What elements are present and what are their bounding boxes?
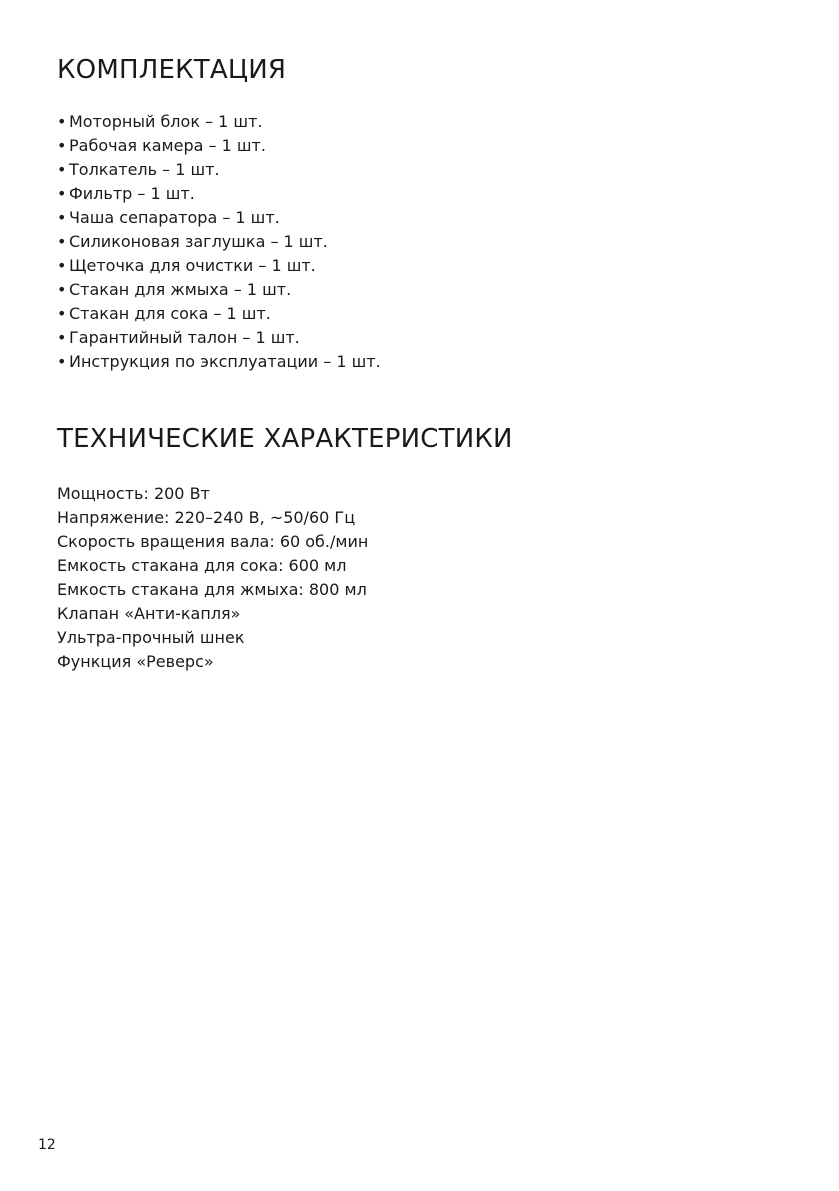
spec-line: Емкость стакана для сока: 600 мл	[57, 556, 347, 575]
bullet-icon: •	[57, 304, 67, 323]
list-item: • Щеточка для очистки – 1 шт.	[57, 254, 381, 278]
spec-line: Скорость вращения вала: 60 об./мин	[57, 532, 369, 551]
bullet-icon: •	[57, 160, 67, 179]
list-item: • Гарантийный талон – 1 шт.	[57, 326, 381, 350]
list-item: • Рабочая камера – 1 шт.	[57, 134, 381, 158]
list-item: • Силиконовая заглушка – 1 шт.	[57, 230, 381, 254]
spec-line: Емкость стакана для жмыха: 800 мл	[57, 580, 367, 599]
bullet-icon: •	[57, 280, 67, 299]
specs-list	[57, 482, 368, 674]
page-number: 12	[38, 1137, 56, 1153]
list-item: • Фильтр – 1 шт.	[57, 182, 381, 206]
spec-line: Напряжение: 220–240 В, ~50/60 Гц	[57, 508, 356, 527]
bullet-icon: •	[57, 112, 67, 131]
list-item: • Толкатель – 1 шт.	[57, 158, 381, 182]
bullet-icon: •	[57, 328, 67, 347]
list-item: • Инструкция по эксплуатации – 1 шт.	[57, 350, 381, 374]
specs-heading: ТЕХНИЧЕСКИЕ ХАРАКТЕРИСТИКИ	[57, 424, 513, 454]
list-item: • Чаша сепаратора – 1 шт.	[57, 206, 381, 230]
bullet-icon: •	[57, 352, 67, 371]
list-item: • Стакан для сока – 1 шт.	[57, 302, 381, 326]
bullet-icon: •	[57, 232, 67, 251]
list-item: • Моторный блок – 1 шт.	[57, 110, 381, 134]
bullet-icon: •	[57, 136, 67, 155]
bullet-icon: •	[57, 208, 67, 227]
spec-line: Клапан «Анти-капля»	[57, 604, 241, 623]
contents-heading: КОМПЛЕКТАЦИЯ	[57, 55, 287, 85]
bullet-icon: •	[57, 256, 67, 275]
spec-line: Ультра-прочный шнек	[57, 628, 245, 647]
bullet-icon: •	[57, 184, 67, 203]
spec-line: Мощность: 200 Вт	[57, 484, 210, 503]
list-item: • Стакан для жмыха – 1 шт.	[57, 278, 381, 302]
spec-line: Функция «Реверс»	[57, 652, 214, 671]
contents-list	[57, 110, 381, 374]
